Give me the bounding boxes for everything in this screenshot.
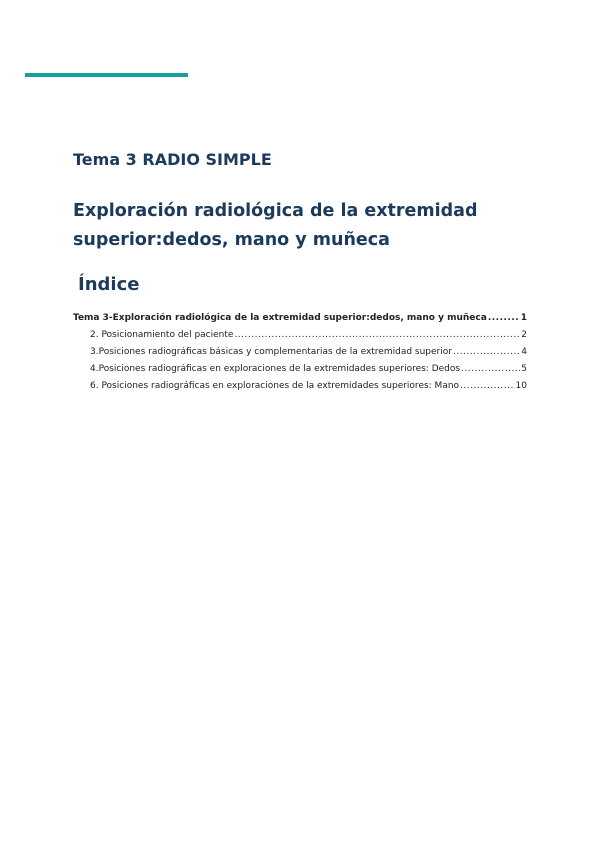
toc-entry-title: Tema 3-Exploración radiológica de la extremidad superior:dedos, mano y muñeca	[73, 313, 487, 323]
toc-entry[interactable]	[90, 364, 527, 381]
toc-entry[interactable]	[73, 313, 527, 330]
toc-heading: Índice	[78, 274, 140, 295]
toc-entry[interactable]	[90, 330, 527, 347]
accent-bar	[25, 73, 188, 77]
toc-entry-title: 3.Posiciones radiográficas básicas y complementarias de la extremidad superior	[90, 347, 452, 357]
document-title: Tema 3 RADIO SIMPLE	[73, 150, 272, 169]
toc-entry[interactable]	[90, 347, 527, 364]
toc-entry-title: 4.Posiciones radiográficas en exploraciones de la extremidades superiores: Dedos	[90, 364, 461, 374]
toc-entry-page: 2	[521, 330, 527, 340]
toc-entry-title: 6. Posiciones radiográficas en exploraciones de la extremidades superiores: Mano	[90, 381, 460, 391]
toc-leader-dots	[234, 330, 520, 340]
toc-entry-page: 10	[515, 381, 527, 391]
toc-leader-dots	[460, 381, 514, 391]
toc-entry-title: 2. Posicionamiento del paciente	[90, 330, 234, 340]
toc-entry-page: 1	[520, 313, 527, 323]
toc-leader-dots	[488, 313, 520, 323]
toc-entry[interactable]	[90, 381, 527, 398]
toc-entry-page: 5	[521, 364, 527, 374]
toc-entry-page: 4	[521, 347, 527, 357]
toc-leader-dots	[461, 364, 520, 374]
document-subtitle: Exploración radiológica de la extremidad superior:dedos, mano y muñeca	[73, 201, 478, 250]
toc-leader-dots	[453, 347, 520, 357]
